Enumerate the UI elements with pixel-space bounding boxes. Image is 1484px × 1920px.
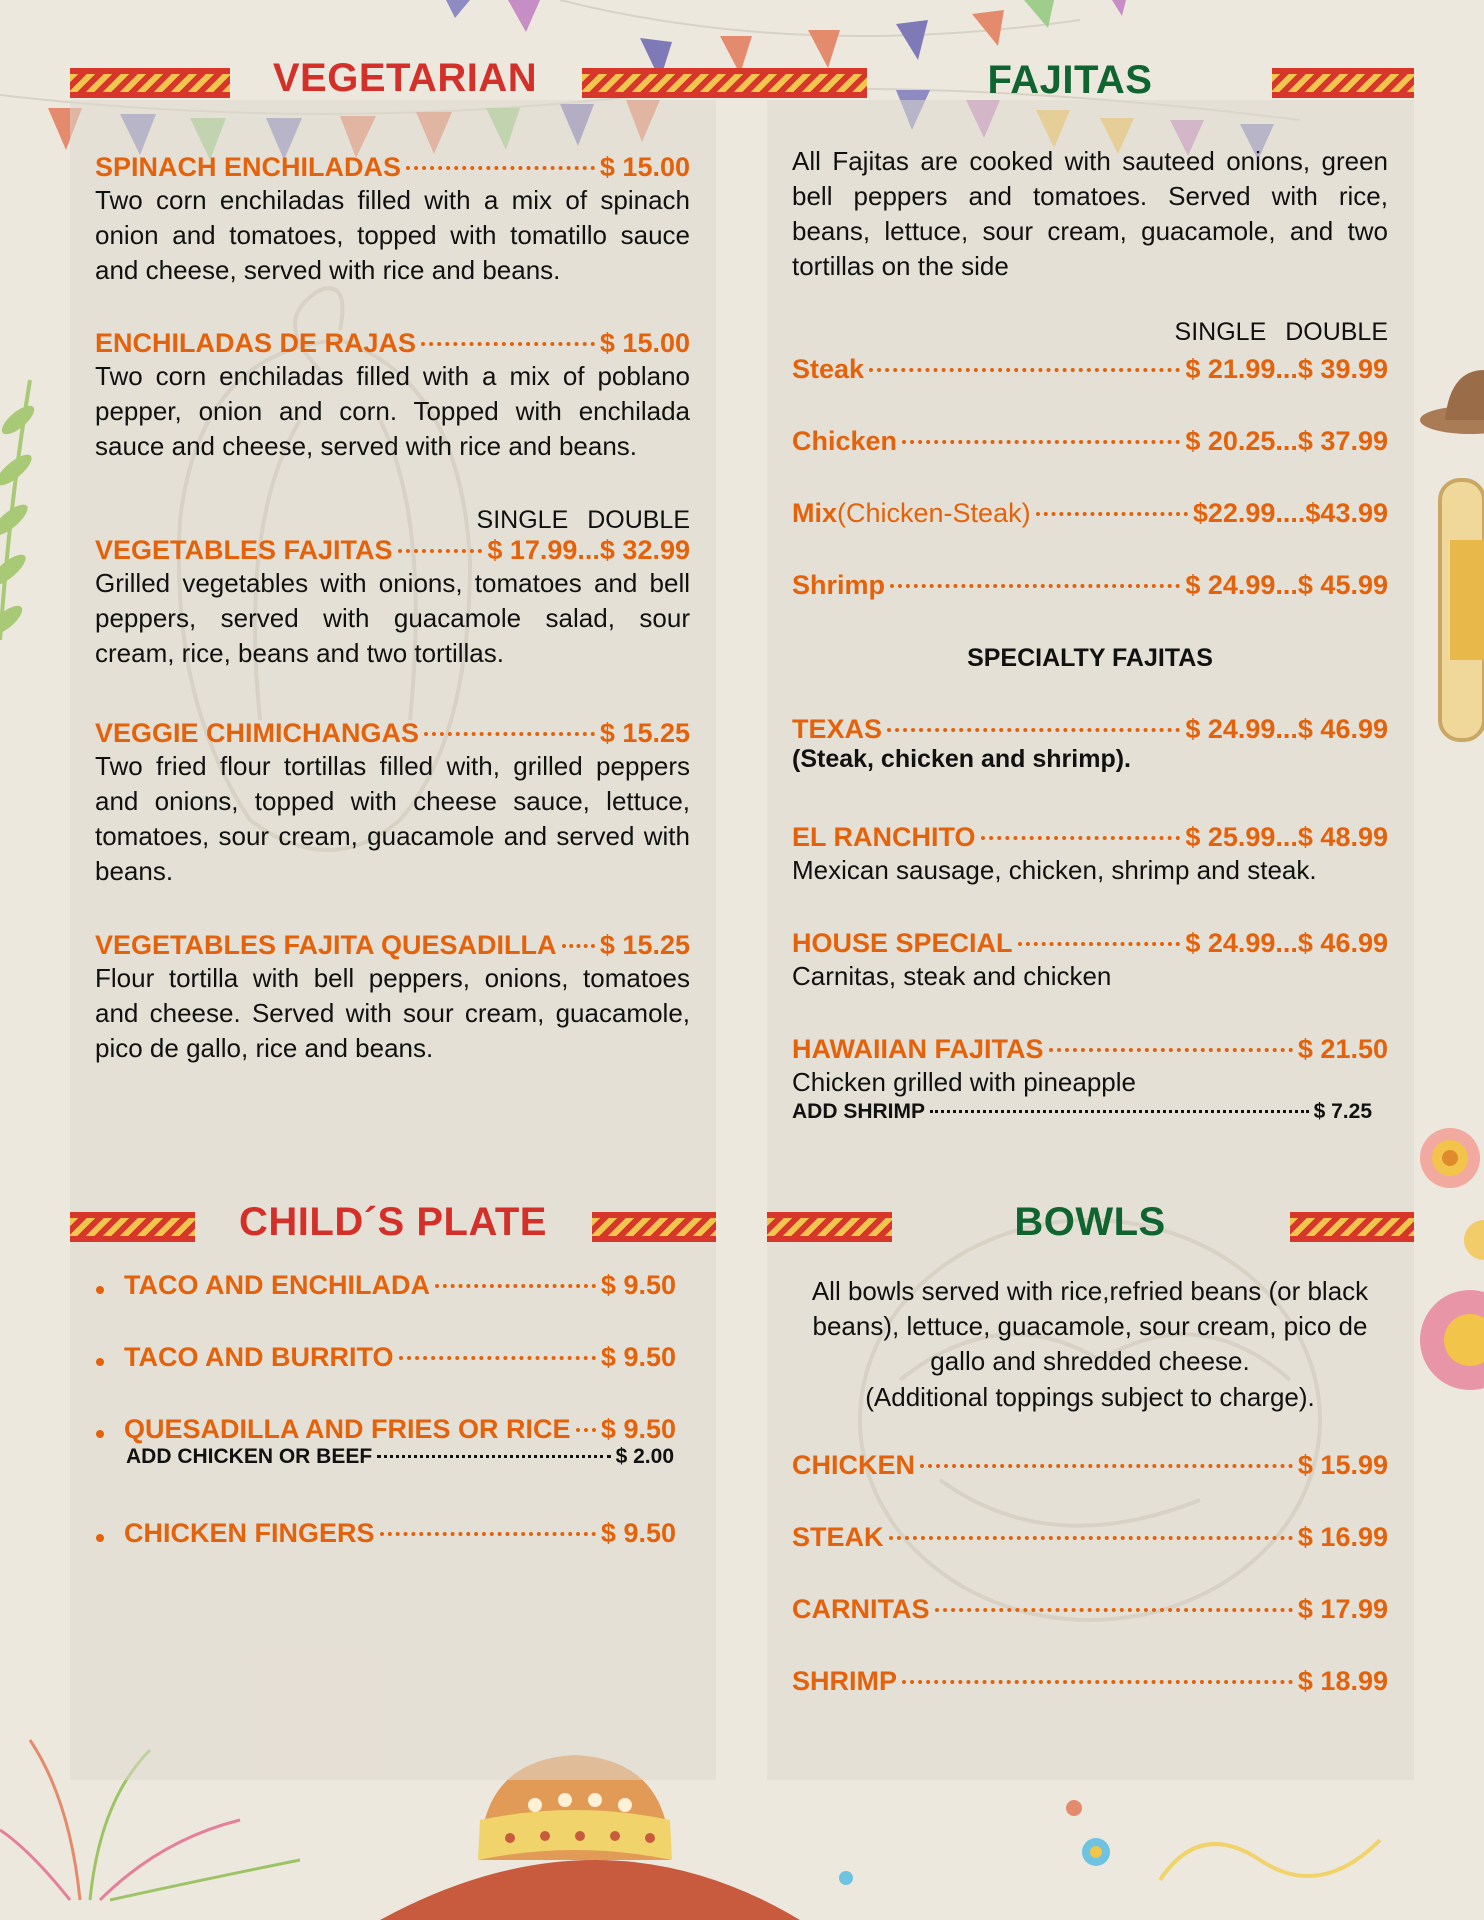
- zigzag-border: [582, 68, 867, 98]
- bullet-icon: [96, 1430, 104, 1438]
- menu-item: [792, 354, 1388, 385]
- flower-small-icon: [839, 1800, 1380, 1885]
- item-description: Carnitas, steak and chicken: [792, 961, 1112, 991]
- item-description: Two fried flour tortillas filled with, grilled peppers and onions, topped with cheese sauce, lettuce, tomatoes, sour cream, guacamole and served with beans.: [95, 751, 690, 886]
- flower-icon: [1420, 1128, 1484, 1390]
- item-name: HOUSE SPECIAL: [792, 928, 1013, 958]
- zigzag-border: [1290, 1212, 1414, 1242]
- item-price: $ 25.99...$ 48.99: [1185, 822, 1388, 852]
- item-price: $ 21.50: [1297, 1034, 1388, 1064]
- menu-item: [95, 506, 690, 671]
- bowls-note: (Additional toppings subject to charge).: [865, 1382, 1315, 1412]
- item-price: $ 15.25: [599, 930, 690, 960]
- bullet-icon: [96, 1534, 104, 1542]
- zigzag-border: [70, 1212, 195, 1242]
- item-name: HAWAIIAN FAJITAS: [792, 1034, 1044, 1064]
- item-name: TACO AND BURRITO: [124, 1342, 394, 1372]
- zigzag-border: [70, 68, 230, 98]
- item-name: CHICKEN: [792, 1450, 916, 1480]
- bowls-intro: All bowls served with rice,refried beans (or black beans), lettuce, guacamole, sour cream, pico de gallo and shredded cheese.: [811, 1276, 1369, 1376]
- specialty-fajitas-heading: SPECIALTY FAJITAS: [967, 644, 1213, 672]
- menu-item: [792, 498, 1388, 529]
- fajitas-title: FAJITAS: [987, 58, 1153, 102]
- single-double-label: SINGLE DOUBLE: [1174, 318, 1388, 346]
- menu-item: [792, 1594, 1388, 1625]
- item-name: SHRIMP: [792, 1666, 898, 1696]
- menu-item: [95, 152, 690, 288]
- item-price: $ 20.25...$ 37.99: [1185, 426, 1388, 456]
- item-description: (Steak, chicken and shrimp).: [792, 745, 1131, 773]
- item-description: Mexican sausage, chicken, shrimp and steak.: [792, 855, 1317, 885]
- bullet-icon: [96, 1286, 104, 1294]
- item-price: $ 17.99: [1297, 1594, 1388, 1624]
- item-price: $ 21.99...$ 39.99: [1185, 354, 1388, 384]
- zigzag-border: [592, 1212, 716, 1242]
- item-price: $ 15.00: [599, 152, 690, 182]
- add-chicken-beef-price: $ 2.00: [615, 1445, 674, 1468]
- item-price: $ 9.50: [600, 1342, 676, 1372]
- item-name: Chicken: [792, 426, 898, 456]
- menu-item: [95, 328, 690, 464]
- item-name: CHICKEN FINGERS: [124, 1518, 375, 1548]
- item-name: SPINACH ENCHILADAS: [95, 152, 402, 182]
- menu-item: [124, 1342, 676, 1373]
- skeleton-figure-icon: [1420, 370, 1484, 740]
- menu-item: [792, 822, 1388, 888]
- item-name: VEGGIE CHIMICHANGAS: [95, 718, 420, 748]
- item-price: $ 15.99: [1297, 1450, 1388, 1480]
- item-name: VEGETABLES FAJITAS: [95, 535, 393, 565]
- menu-item: [792, 1666, 1388, 1697]
- item-description: Grilled vegetables with onions, tomatoes and bell peppers, served with guacamole salad, sour cream, rice, beans and two tortillas.: [95, 568, 690, 668]
- single-double-label: SINGLE DOUBLE: [476, 506, 690, 534]
- item-price: $ 15.25: [599, 718, 690, 748]
- menu-item: [792, 426, 1388, 457]
- item-name: STEAK: [792, 1522, 884, 1552]
- item-price: $ 24.99...$ 45.99: [1185, 570, 1388, 600]
- item-price: $ 18.99: [1297, 1666, 1388, 1696]
- add-shrimp-price: $ 7.25: [1313, 1100, 1372, 1123]
- zigzag-border: [1272, 68, 1414, 98]
- item-description: Two corn enchiladas filled with a mix of spinach onion and tomatoes, topped with tomatillo sauce and cheese, served with rice and beans.: [95, 185, 690, 285]
- item-name: TEXAS: [792, 714, 883, 744]
- item-name: VEGETABLES FAJITA QUESADILLA: [95, 930, 557, 960]
- menu-item: [95, 718, 690, 889]
- item-description: Chicken grilled with pineapple: [792, 1067, 1136, 1097]
- menu-item: [124, 1414, 676, 1469]
- item-price: $ 15.00: [599, 328, 690, 358]
- menu-item: [792, 714, 1388, 774]
- add-shrimp-label: ADD SHRIMP: [792, 1100, 926, 1123]
- add-chicken-beef-label: ADD CHICKEN OR BEEF: [126, 1445, 373, 1468]
- menu-item: [792, 1450, 1388, 1481]
- item-price: $ 9.50: [600, 1518, 676, 1548]
- item-name: Mix: [792, 498, 838, 528]
- bowls-title: BOWLS: [1014, 1200, 1166, 1244]
- item-name: TACO AND ENCHILADA: [124, 1270, 430, 1300]
- leaf-branch-icon: [0, 380, 38, 640]
- menu-item: [792, 1522, 1388, 1553]
- item-price: $ 17.99...$ 32.99: [487, 535, 690, 565]
- item-name: ENCHILADAS DE RAJAS: [95, 328, 417, 358]
- item-name: QUESADILLA AND FRIES OR RICE: [124, 1414, 571, 1444]
- item-name-extra: (Chicken-Steak): [837, 498, 1031, 528]
- menu-item: [124, 1270, 676, 1301]
- item-name: Shrimp: [792, 570, 886, 600]
- vegetarian-title: VEGETARIAN: [272, 56, 538, 100]
- zigzag-border: [767, 1212, 892, 1242]
- item-price: $22.99....$43.99: [1192, 498, 1388, 528]
- bullet-icon: [96, 1358, 104, 1366]
- childs-plate-title: CHILD´S PLATE: [239, 1200, 547, 1244]
- menu-item: [792, 1034, 1388, 1124]
- fajitas-intro: All Fajitas are cooked with sauteed onions, green bell peppers and tomatoes. Served with rice, beans, lettuce, sour cream, guacamole, and two tortillas on the side: [792, 146, 1388, 281]
- menu-item: [792, 928, 1388, 994]
- menu-item: [124, 1518, 676, 1549]
- menu-item: [95, 930, 690, 1066]
- item-price: $ 16.99: [1297, 1522, 1388, 1552]
- item-description: Two corn enchiladas filled with a mix of poblano pepper, onion and corn. Topped with enchilada sauce and cheese, served with rice and beans.: [95, 361, 690, 461]
- item-name: CARNITAS: [792, 1594, 930, 1624]
- item-price: $ 24.99...$ 46.99: [1185, 928, 1388, 958]
- item-price: $ 9.50: [600, 1270, 676, 1300]
- menu-item: [792, 570, 1388, 601]
- item-description: Flour tortilla with bell peppers, onions, tomatoes and cheese. Served with sour cream, guacamole, pico de gallo, rice and beans.: [95, 963, 690, 1063]
- item-name: EL RANCHITO: [792, 822, 976, 852]
- item-name: Steak: [792, 354, 865, 384]
- item-price: $ 9.50: [600, 1414, 676, 1444]
- item-price: $ 24.99...$ 46.99: [1185, 714, 1388, 744]
